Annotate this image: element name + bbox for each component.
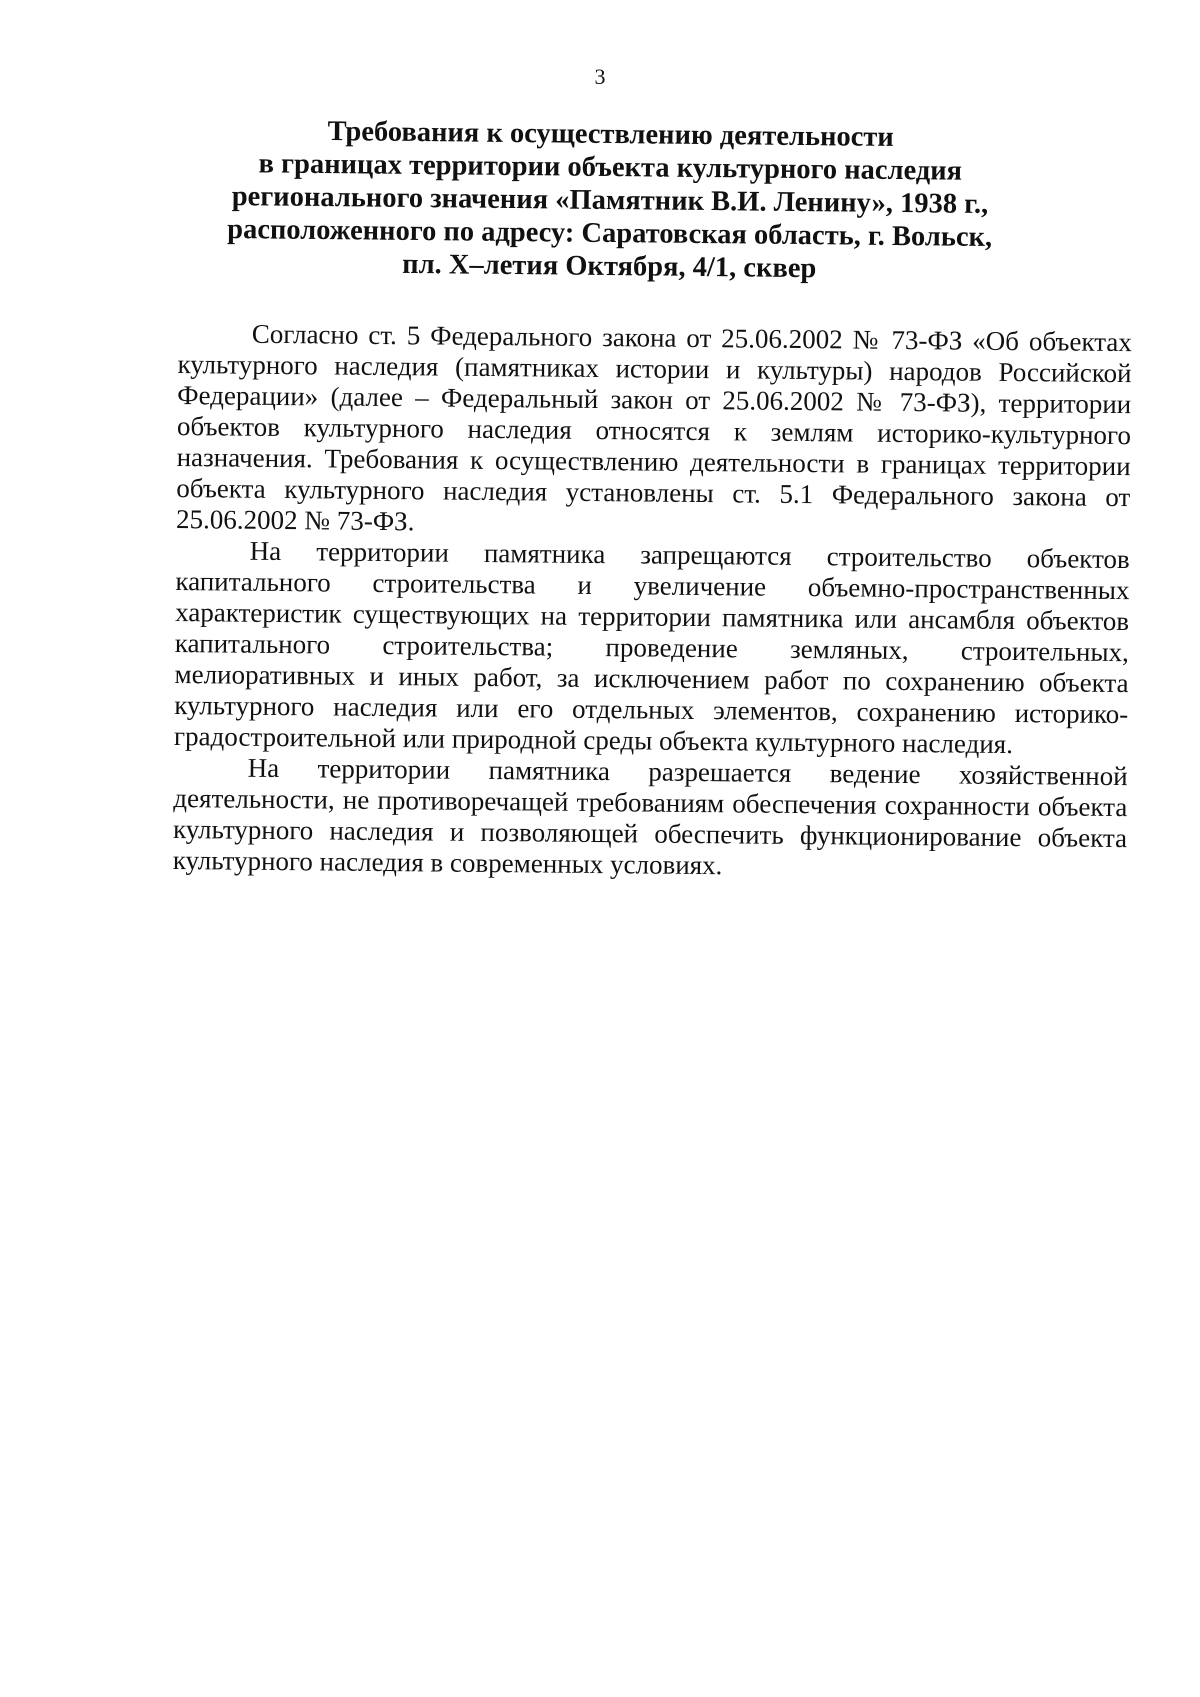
- title-line-2: в границах территории объекта культурного наследия: [258, 148, 963, 187]
- paragraph-2: На территории памятника запрещаются строительство объектов капитального строительства и увеличение объемно-пространственных характеристик существующих на территории памятника или ансамбля объектов капитального строительства; проведение земляных, строительных, мелиоративных и иных работ, за исключением работ по сохранению объекта культурного наследия или его отдельных элементов, сохранению историко-градостроительной или природной среды объекта культурного наследия.: [173, 535, 1130, 760]
- document-body: [173, 318, 1132, 885]
- paragraph-3: На территории памятника разрешается ведение хозяйственной деятельности, не противоречащей требованиям обеспечения сохранности объекта культурного наследия и позволяющей обеспечить функционирование объекта культурного наследия в современных условиях.: [172, 752, 1128, 881]
- paragraph-1: Согласно ст. 5 Федерального закона от 25.06.2002 № 73-ФЗ «Об объектах культурного наследия (памятниках истории и культуры) народов Российской Федерации» (далее – Федеральный закон от 25.06.2002 № 73-ФЗ), территории объектов культурного наследия относятся к землям историко-культурного назначения. Требования к осуществлению деятельности в границах территории объекта культурного наследия установлены ст. 5.1 Федерального закона от 25.06.2002 № 73-ФЗ.: [175, 318, 1132, 537]
- title-line-4: расположенного по адресу: Саратовская область, г. Вольск,: [227, 213, 993, 254]
- title-line-3: регионального значения «Памятник В.И. Ленину», 1938 г.,: [231, 181, 989, 220]
- title-line-1: Требования к осуществлению деятельности: [327, 116, 894, 153]
- title-line-5: пл. Х–летия Октября, 4/1, сквер: [402, 248, 817, 285]
- page-number: 3: [594, 64, 606, 89]
- document-title: [179, 114, 1041, 288]
